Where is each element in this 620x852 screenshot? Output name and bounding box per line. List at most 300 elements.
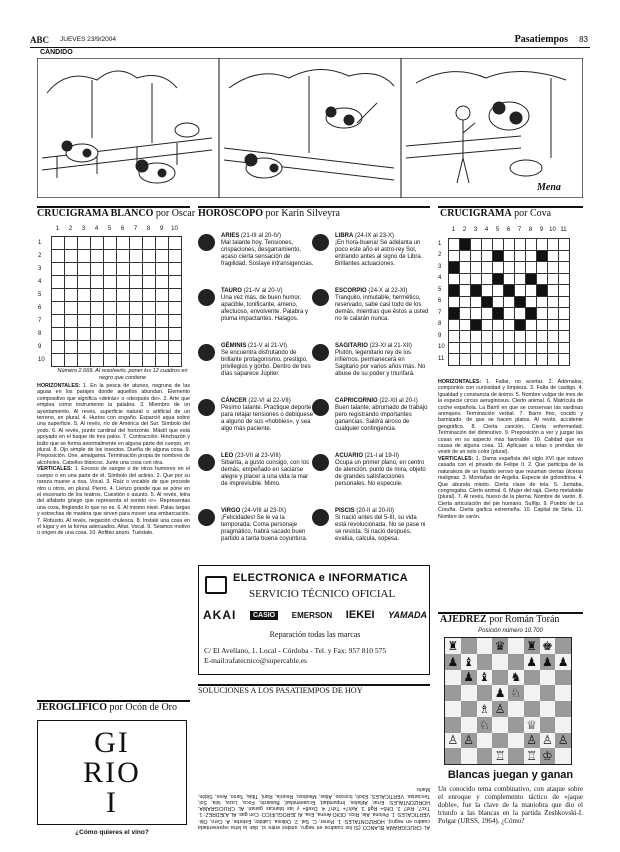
grid-cell-black[interactable]: [504, 285, 515, 297]
grid-cell[interactable]: [65, 302, 78, 315]
chess-piece[interactable]: ♜: [524, 638, 540, 654]
grid-cell[interactable]: [471, 297, 482, 309]
chess-square[interactable]: [461, 748, 477, 764]
grid-cell[interactable]: [117, 315, 130, 328]
jeroglifico-author: por Ocón de Oro: [109, 702, 177, 713]
grid-cell[interactable]: [130, 302, 143, 315]
grid-cell[interactable]: [91, 315, 104, 328]
grid-cell[interactable]: [78, 341, 91, 354]
archer-icon: [312, 344, 329, 361]
horoscopo-title: HORÓSCOPO: [198, 208, 264, 219]
grid-cell[interactable]: [52, 263, 65, 276]
grid-cell[interactable]: [526, 354, 537, 366]
grid-cell[interactable]: [449, 354, 460, 366]
sign-dates: (23-XI al 21-XII): [369, 343, 412, 349]
grid-cell[interactable]: [504, 274, 515, 286]
grid-cell[interactable]: [559, 297, 570, 309]
grid-cell[interactable]: [471, 331, 482, 343]
chess-square[interactable]: [508, 748, 524, 764]
grid-cell-black[interactable]: [537, 285, 548, 297]
grid-cell[interactable]: [143, 315, 156, 328]
grid-cell[interactable]: [449, 274, 460, 286]
grid-cell[interactable]: [504, 331, 515, 343]
grid-cell[interactable]: [449, 331, 460, 343]
grid-cell[interactable]: [104, 237, 117, 250]
grid-cell[interactable]: [156, 354, 169, 367]
grid-cell-black[interactable]: [449, 262, 460, 274]
grid-cell[interactable]: [130, 237, 143, 250]
grid-cell[interactable]: [65, 354, 78, 367]
chess-board[interactable]: [444, 637, 572, 765]
grid-cell[interactable]: [559, 331, 570, 343]
grid-cell[interactable]: [52, 276, 65, 289]
grid-cell[interactable]: [526, 285, 537, 297]
grid-cell[interactable]: [143, 328, 156, 341]
grid-cell[interactable]: [559, 285, 570, 297]
grid-cell[interactable]: [143, 289, 156, 302]
grid-cell[interactable]: [515, 274, 526, 286]
grid-cell-black[interactable]: [515, 297, 526, 309]
crucigrama-grid[interactable]: [448, 238, 570, 366]
grid-cell[interactable]: [559, 262, 570, 274]
grid-cell[interactable]: [559, 354, 570, 366]
grid-cell[interactable]: [65, 263, 78, 276]
grid-cell[interactable]: [526, 251, 537, 263]
grid-cell[interactable]: [482, 354, 493, 366]
grid-cell[interactable]: [537, 331, 548, 343]
grid-cell[interactable]: [117, 276, 130, 289]
grid-cell-black[interactable]: [471, 320, 482, 332]
grid-cell[interactable]: [91, 328, 104, 341]
grid-cell[interactable]: [559, 239, 570, 251]
chess-piece[interactable]: ♖: [492, 748, 508, 764]
grid-cell[interactable]: [52, 354, 65, 367]
jeroglifico-box: [37, 720, 187, 825]
grid-cell[interactable]: [493, 262, 504, 274]
grid-cell[interactable]: [460, 274, 471, 286]
grid-cell[interactable]: [526, 262, 537, 274]
grid-cell[interactable]: [117, 354, 130, 367]
grid-cell[interactable]: [537, 262, 548, 274]
grid-cell[interactable]: [548, 331, 559, 343]
chess-square[interactable]: [540, 670, 556, 686]
grid-cell[interactable]: [526, 297, 537, 309]
grid-cell[interactable]: [169, 302, 182, 315]
grid-cell[interactable]: [515, 343, 526, 355]
grid-cell[interactable]: [78, 328, 91, 341]
grid-cell[interactable]: [169, 276, 182, 289]
grid-cell[interactable]: [65, 328, 78, 341]
grid-cell[interactable]: [548, 308, 559, 320]
chess-square[interactable]: [477, 733, 493, 749]
chess-square[interactable]: [477, 748, 493, 764]
grid-cell[interactable]: [548, 262, 559, 274]
chess-square[interactable]: [445, 717, 461, 733]
grid-cell[interactable]: [156, 250, 169, 263]
grid-cell[interactable]: [482, 343, 493, 355]
grid-cell[interactable]: [482, 285, 493, 297]
grid-cell[interactable]: [52, 328, 65, 341]
chess-piece[interactable]: ♘: [477, 717, 493, 733]
grid-cell[interactable]: [117, 237, 130, 250]
grid-cell[interactable]: [156, 237, 169, 250]
chess-square[interactable]: [540, 685, 556, 701]
grid-cell-black[interactable]: [526, 274, 537, 286]
grid-cell[interactable]: [471, 239, 482, 251]
chess-square[interactable]: [492, 733, 508, 749]
grid-cell[interactable]: [559, 274, 570, 286]
grid-cell[interactable]: [78, 250, 91, 263]
grid-cell[interactable]: [515, 251, 526, 263]
grid-cell[interactable]: [548, 297, 559, 309]
grid-cell[interactable]: [65, 237, 78, 250]
grid-cell[interactable]: [169, 341, 182, 354]
chess-piece[interactable]: ♟: [492, 685, 508, 701]
grid-cell[interactable]: [493, 343, 504, 355]
grid-cell[interactable]: [526, 320, 537, 332]
chess-piece[interactable]: ♕: [524, 717, 540, 733]
grid-cell[interactable]: [493, 320, 504, 332]
grid-cell[interactable]: [52, 315, 65, 328]
chess-piece[interactable]: ♗: [477, 701, 493, 717]
grid-cell[interactable]: [104, 276, 117, 289]
chess-piece[interactable]: ♛: [492, 638, 508, 654]
grid-cell[interactable]: [559, 251, 570, 263]
grid-cell[interactable]: [156, 263, 169, 276]
grid-cell[interactable]: [91, 276, 104, 289]
grid-cell[interactable]: [471, 354, 482, 366]
grid-cell[interactable]: [471, 262, 482, 274]
grid-cell[interactable]: [460, 308, 471, 320]
grid-cell[interactable]: [493, 239, 504, 251]
grid-cell[interactable]: [91, 263, 104, 276]
grid-cell[interactable]: [493, 285, 504, 297]
grid-cell[interactable]: [78, 289, 91, 302]
chess-square[interactable]: [555, 748, 571, 764]
chess-piece[interactable]: ♙: [445, 733, 461, 749]
chess-piece[interactable]: ♙: [540, 733, 556, 749]
grid-cell[interactable]: [449, 343, 460, 355]
grid-cell[interactable]: [526, 331, 537, 343]
grid-cell[interactable]: [471, 274, 482, 286]
chess-square[interactable]: [508, 733, 524, 749]
grid-cell[interactable]: [91, 289, 104, 302]
grid-cell[interactable]: [117, 302, 130, 315]
grid-cell[interactable]: [449, 251, 460, 263]
chess-square[interactable]: [524, 701, 540, 717]
grid-cell[interactable]: [526, 343, 537, 355]
grid-cell[interactable]: [104, 328, 117, 341]
grid-cell[interactable]: [515, 239, 526, 251]
chess-square[interactable]: [524, 670, 540, 686]
grid-cell[interactable]: [156, 289, 169, 302]
grid-cell[interactable]: [493, 331, 504, 343]
grid-cell[interactable]: [78, 302, 91, 315]
grid-cell[interactable]: [91, 341, 104, 354]
grid-cell[interactable]: [169, 328, 182, 341]
grid-cell[interactable]: [482, 239, 493, 251]
grid-cell[interactable]: [117, 341, 130, 354]
grid-cell[interactable]: [482, 331, 493, 343]
grid-cell[interactable]: [471, 308, 482, 320]
grid-cell[interactable]: [91, 302, 104, 315]
grid-cell[interactable]: [91, 237, 104, 250]
grid-cell[interactable]: [143, 263, 156, 276]
chess-piece[interactable]: ♝: [461, 654, 477, 670]
chess-square[interactable]: [555, 717, 571, 733]
grid-cell[interactable]: [117, 328, 130, 341]
chess-square[interactable]: [477, 654, 493, 670]
grid-cell[interactable]: [78, 237, 91, 250]
chess-square[interactable]: [461, 717, 477, 733]
grid-cell[interactable]: [548, 274, 559, 286]
grid-cell[interactable]: [104, 302, 117, 315]
chess-square[interactable]: [445, 685, 461, 701]
grid-cell[interactable]: [460, 297, 471, 309]
grid-cell[interactable]: [156, 315, 169, 328]
grid-cell[interactable]: [52, 237, 65, 250]
grid-cell[interactable]: [143, 250, 156, 263]
col-label: 7: [517, 227, 522, 233]
crucigrama-blanco-clues: [37, 383, 190, 683]
grid-cell[interactable]: [515, 354, 526, 366]
grid-cell[interactable]: [156, 276, 169, 289]
grid-cell[interactable]: [515, 331, 526, 343]
col-label: 10: [171, 226, 178, 232]
grid-cell[interactable]: [548, 251, 559, 263]
ad-email[interactable]: E-mail:rafatecnico@supercable.es: [204, 656, 307, 665]
grid-cell[interactable]: [482, 262, 493, 274]
grid-cell[interactable]: [143, 276, 156, 289]
grid-cell[interactable]: [449, 297, 460, 309]
grid-cell[interactable]: [65, 341, 78, 354]
grid-cell[interactable]: [78, 354, 91, 367]
grid-cell-black[interactable]: [449, 285, 460, 297]
grid-cell-black[interactable]: [471, 285, 482, 297]
grid-cell[interactable]: [460, 320, 471, 332]
grid-cell[interactable]: [65, 276, 78, 289]
crucigrama-blanco-grid[interactable]: [51, 236, 182, 367]
grid-cell[interactable]: [78, 263, 91, 276]
grid-cell-black[interactable]: [526, 308, 537, 320]
chess-piece[interactable]: ♙: [492, 701, 508, 717]
chess-piece[interactable]: ♜: [445, 638, 461, 654]
grid-cell[interactable]: [482, 251, 493, 263]
grid-cell[interactable]: [548, 285, 559, 297]
chess-piece[interactable]: ♚: [540, 638, 556, 654]
grid-cell-black[interactable]: [493, 251, 504, 263]
grid-cell[interactable]: [52, 250, 65, 263]
grid-cell[interactable]: [482, 320, 493, 332]
chess-square[interactable]: [555, 701, 571, 717]
grid-cell[interactable]: [169, 354, 182, 367]
grid-cell[interactable]: [504, 320, 515, 332]
chess-square[interactable]: [477, 685, 493, 701]
grid-cell[interactable]: [130, 276, 143, 289]
grid-cell[interactable]: [460, 331, 471, 343]
grid-cell[interactable]: [504, 308, 515, 320]
grid-cell-black[interactable]: [515, 320, 526, 332]
grid-cell[interactable]: [504, 297, 515, 309]
grid-cell-black[interactable]: [493, 308, 504, 320]
grid-cell[interactable]: [504, 239, 515, 251]
grid-cell[interactable]: [169, 289, 182, 302]
chess-square[interactable]: [508, 654, 524, 670]
grid-cell-black[interactable]: [460, 239, 471, 251]
chess-piece[interactable]: ♙: [555, 733, 571, 749]
grid-cell[interactable]: [471, 343, 482, 355]
grid-cell[interactable]: [52, 302, 65, 315]
grid-cell[interactable]: [537, 274, 548, 286]
grid-cell[interactable]: [482, 274, 493, 286]
grid-cell[interactable]: [548, 354, 559, 366]
chess-piece[interactable]: ♟: [461, 670, 477, 686]
grid-cell[interactable]: [130, 354, 143, 367]
grid-cell[interactable]: [130, 328, 143, 341]
grid-cell-black[interactable]: [537, 251, 548, 263]
grid-cell[interactable]: [169, 250, 182, 263]
chess-piece[interactable]: ♖: [524, 748, 540, 764]
grid-cell[interactable]: [104, 250, 117, 263]
grid-cell[interactable]: [537, 297, 548, 309]
chess-square[interactable]: [524, 685, 540, 701]
chess-piece[interactable]: ♙: [524, 733, 540, 749]
chess-square[interactable]: [492, 717, 508, 733]
grid-cell[interactable]: [78, 315, 91, 328]
grid-cell[interactable]: [104, 263, 117, 276]
grid-cell[interactable]: [156, 328, 169, 341]
chess-piece[interactable]: ♘: [508, 685, 524, 701]
grid-cell[interactable]: [65, 315, 78, 328]
chess-square[interactable]: [445, 748, 461, 764]
grid-cell[interactable]: [130, 250, 143, 263]
sign-name: ACUARIO: [335, 453, 363, 459]
grid-cell[interactable]: [117, 289, 130, 302]
chess-piece[interactable]: ♝: [477, 670, 493, 686]
grid-cell[interactable]: [460, 354, 471, 366]
grid-cell[interactable]: [537, 343, 548, 355]
chess-square[interactable]: [461, 638, 477, 654]
chess-square[interactable]: [492, 654, 508, 670]
grid-cell[interactable]: [104, 341, 117, 354]
grid-cell[interactable]: [130, 341, 143, 354]
chess-square[interactable]: [508, 638, 524, 654]
grid-cell[interactable]: [156, 302, 169, 315]
grid-cell-black[interactable]: [449, 308, 460, 320]
chess-piece[interactable]: ♟: [524, 654, 540, 670]
chess-square[interactable]: [445, 701, 461, 717]
grid-cell[interactable]: [537, 320, 548, 332]
grid-cell[interactable]: [449, 320, 460, 332]
grid-cell[interactable]: [169, 263, 182, 276]
chess-square[interactable]: [461, 701, 477, 717]
grid-cell[interactable]: [143, 341, 156, 354]
grid-cell[interactable]: [143, 354, 156, 367]
chess-square[interactable]: [477, 638, 493, 654]
chess-square[interactable]: [555, 670, 571, 686]
chess-piece[interactable]: ♙: [461, 733, 477, 749]
chess-piece[interactable]: ♟: [540, 654, 556, 670]
grid-cell[interactable]: [449, 239, 460, 251]
grid-cell[interactable]: [130, 289, 143, 302]
grid-cell[interactable]: [515, 308, 526, 320]
chess-square[interactable]: [492, 670, 508, 686]
grid-cell[interactable]: [537, 308, 548, 320]
grid-cell[interactable]: [143, 237, 156, 250]
grid-cell[interactable]: [548, 343, 559, 355]
grid-cell[interactable]: [537, 239, 548, 251]
chess-square[interactable]: [540, 717, 556, 733]
grid-cell[interactable]: [156, 341, 169, 354]
chess-piece[interactable]: ♞: [508, 670, 524, 686]
grid-cell[interactable]: [471, 251, 482, 263]
grid-cell-black[interactable]: [493, 274, 504, 286]
grid-cell[interactable]: [91, 250, 104, 263]
grid-cell[interactable]: [504, 262, 515, 274]
grid-cell[interactable]: [169, 315, 182, 328]
grid-cell[interactable]: [65, 250, 78, 263]
grid-cell[interactable]: [515, 262, 526, 274]
grid-cell[interactable]: [104, 354, 117, 367]
grid-cell[interactable]: [143, 302, 156, 315]
chess-square[interactable]: [461, 685, 477, 701]
grid-cell[interactable]: [104, 315, 117, 328]
grid-cell[interactable]: [526, 239, 537, 251]
grid-cell[interactable]: [537, 354, 548, 366]
grid-cell[interactable]: [559, 343, 570, 355]
grid-cell[interactable]: [559, 320, 570, 332]
grid-cell[interactable]: [65, 289, 78, 302]
grid-cell[interactable]: [130, 315, 143, 328]
chess-square[interactable]: [540, 701, 556, 717]
grid-cell[interactable]: [460, 343, 471, 355]
grid-cell[interactable]: [104, 289, 117, 302]
chess-square[interactable]: [555, 685, 571, 701]
grid-cell[interactable]: [460, 251, 471, 263]
grid-cell[interactable]: [548, 239, 559, 251]
bull-icon: [198, 289, 215, 306]
grid-cell[interactable]: [52, 289, 65, 302]
grid-cell[interactable]: [515, 285, 526, 297]
grid-cell[interactable]: [130, 263, 143, 276]
grid-cell[interactable]: [482, 308, 493, 320]
grid-cell[interactable]: [169, 237, 182, 250]
chess-square[interactable]: [508, 701, 524, 717]
grid-cell[interactable]: [559, 308, 570, 320]
grid-cell[interactable]: [460, 285, 471, 297]
grid-cell[interactable]: [460, 262, 471, 274]
grid-cell[interactable]: [493, 354, 504, 366]
chess-square[interactable]: [555, 638, 571, 654]
chess-piece[interactable]: ♟: [445, 654, 461, 670]
grid-cell[interactable]: [78, 276, 91, 289]
grid-cell[interactable]: [117, 250, 130, 263]
chess-piece[interactable]: ♟: [555, 654, 571, 670]
chess-square[interactable]: [508, 717, 524, 733]
chess-piece[interactable]: ♔: [540, 748, 556, 764]
grid-cell[interactable]: [504, 343, 515, 355]
grid-cell[interactable]: [117, 263, 130, 276]
crucigrama-title: CRUCIGRAMA: [440, 208, 512, 219]
chess-square[interactable]: [445, 670, 461, 686]
grid-cell[interactable]: [493, 297, 504, 309]
grid-cell[interactable]: [91, 354, 104, 367]
grid-cell[interactable]: [548, 320, 559, 332]
grid-cell[interactable]: [504, 251, 515, 263]
grid-cell[interactable]: [504, 354, 515, 366]
grid-cell[interactable]: [52, 341, 65, 354]
grid-cell-black[interactable]: [482, 297, 493, 309]
